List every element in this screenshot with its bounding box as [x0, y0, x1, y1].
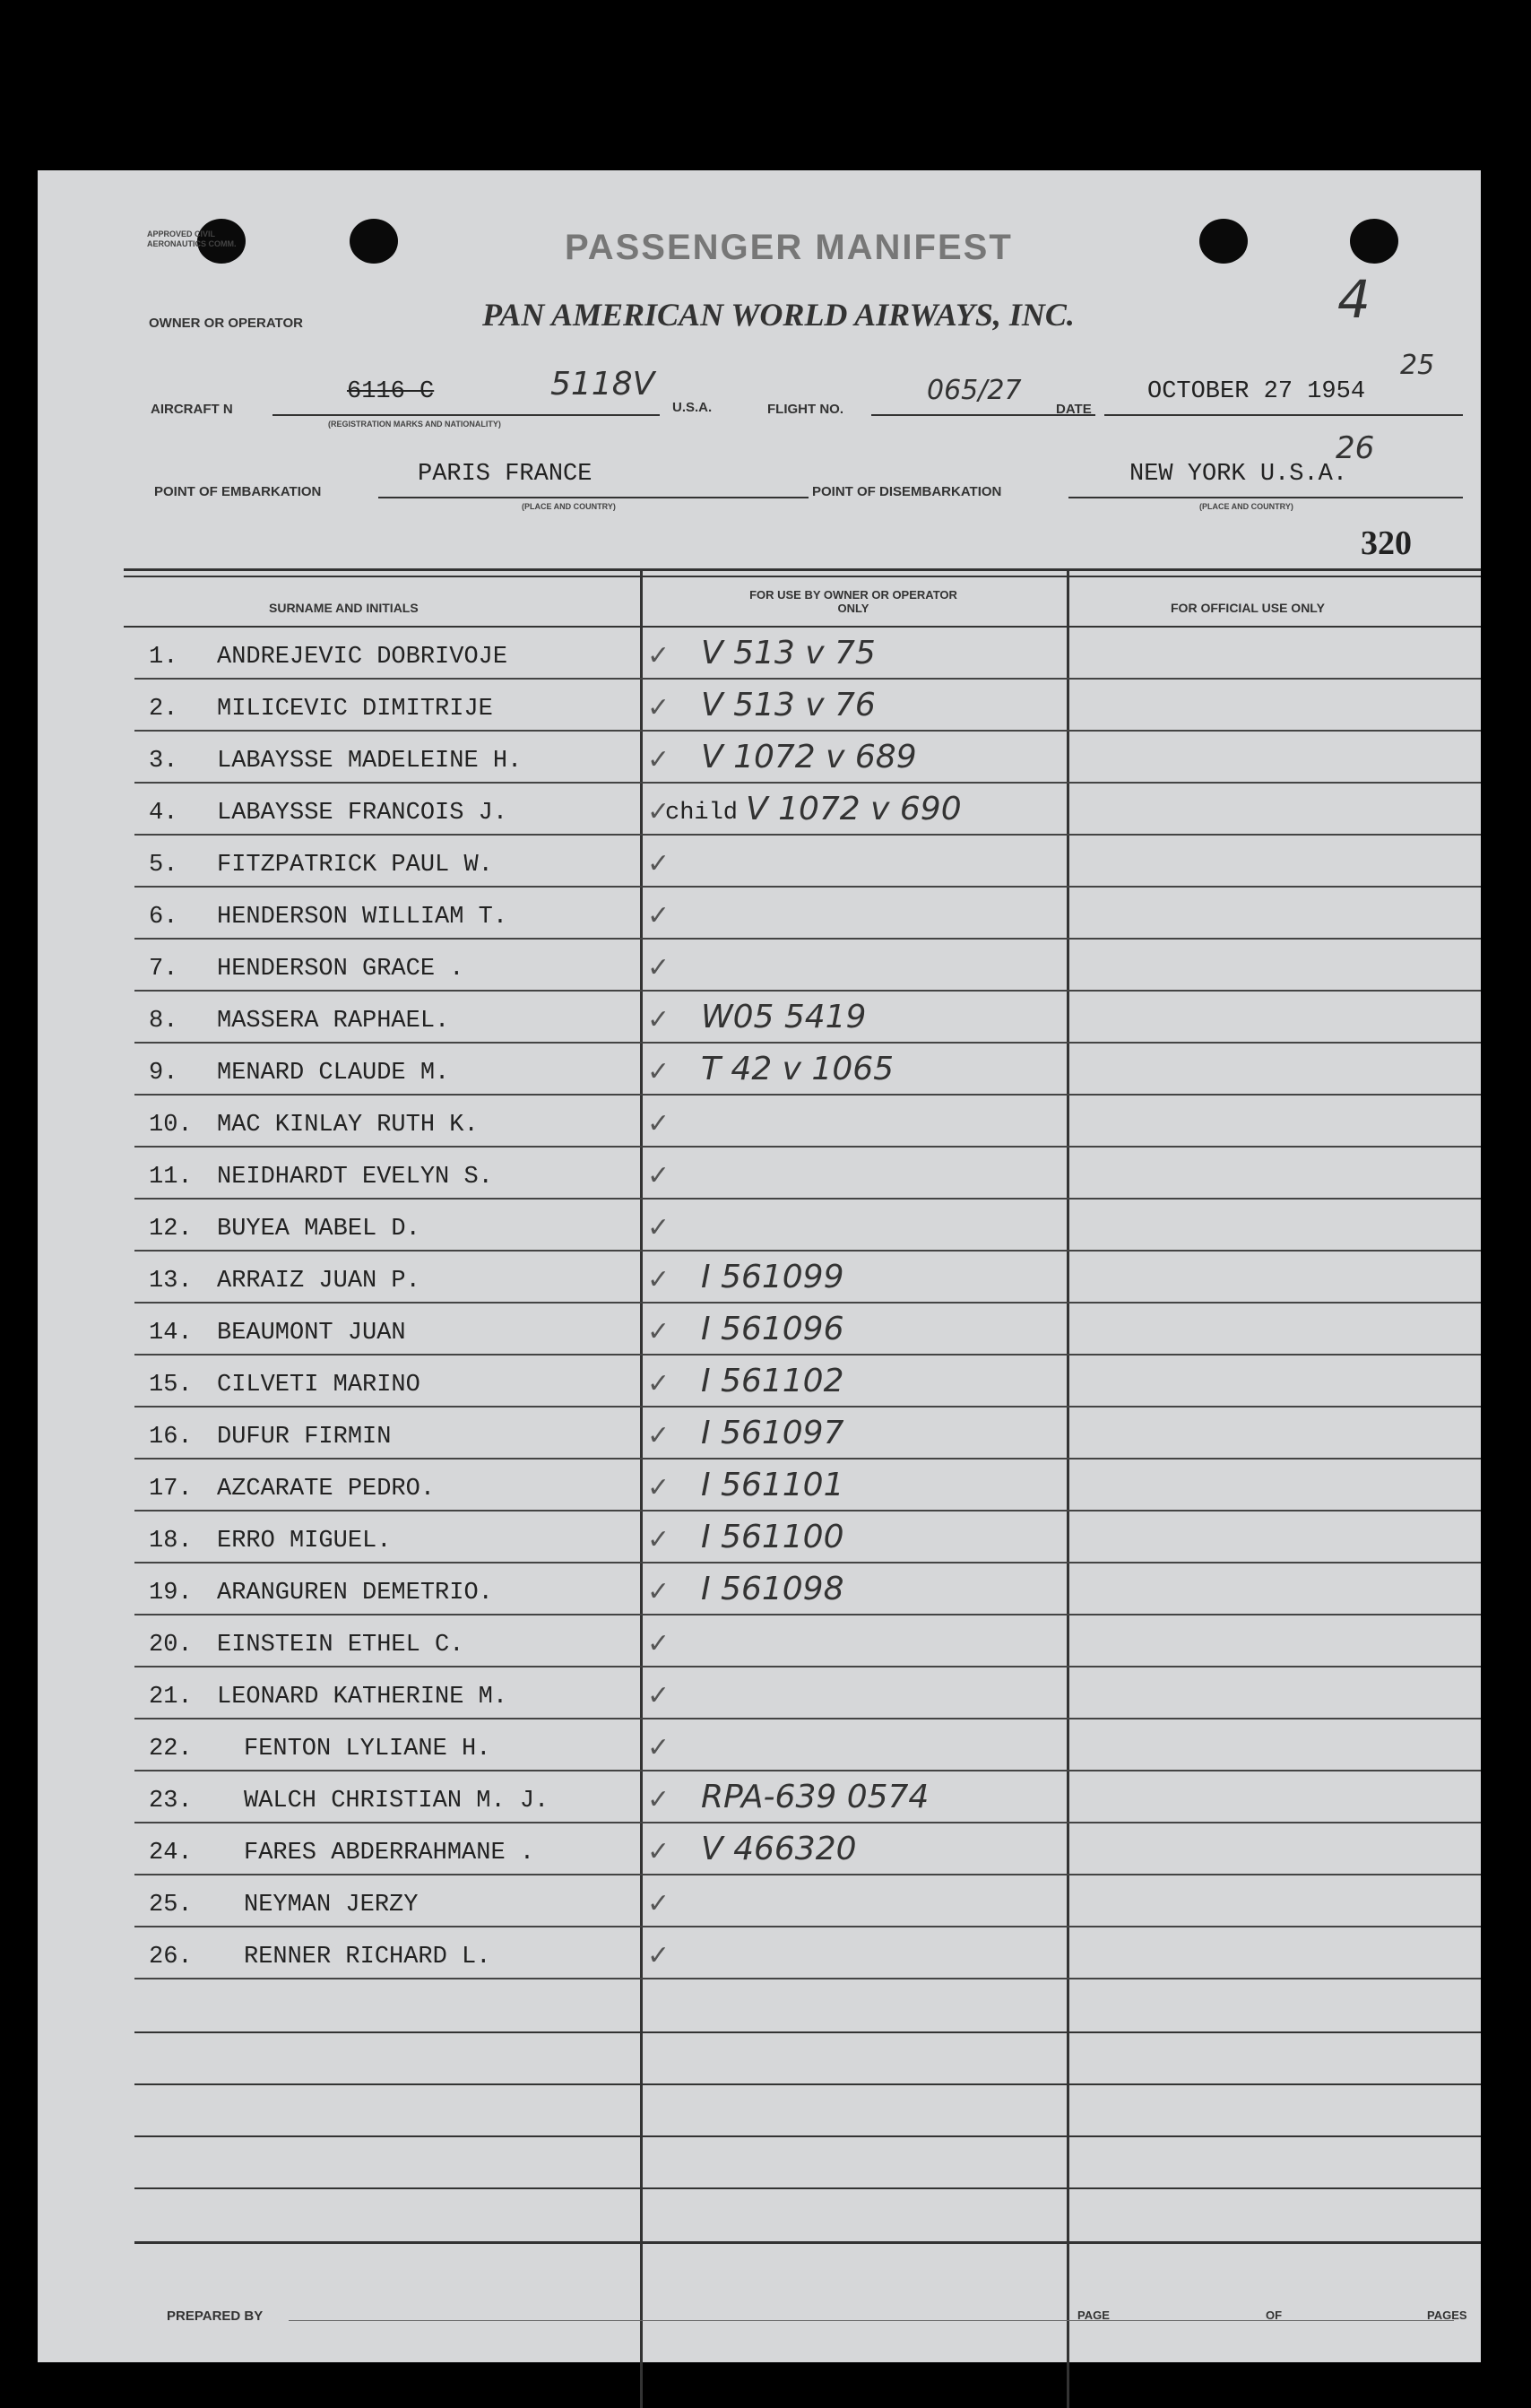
manifest-sheet [38, 170, 1481, 2362]
check-mark-icon: ✓ [647, 1264, 670, 1295]
passenger-name: LABAYSSE FRANCOIS J. [217, 800, 508, 827]
check-mark-icon: ✓ [647, 900, 670, 931]
aircraft-handwritten: 5118V [550, 366, 655, 403]
check-mark-icon: ✓ [647, 1160, 670, 1191]
flight-label: FLIGHT NO. [767, 402, 843, 417]
passenger-number: 11. [149, 1164, 193, 1191]
operator-code: V 513 v 75 [701, 635, 876, 671]
passenger-name: FARES ABDERRAHMANE . [244, 1840, 535, 1867]
passenger-number: 9. [149, 1060, 178, 1087]
check-mark-icon: ✓ [647, 1212, 670, 1243]
passenger-name: ARRAIZ JUAN P. [217, 1268, 420, 1295]
usa-label: U.S.A. [672, 400, 713, 415]
passenger-name: LABAYSSE MADELEINE H. [217, 748, 523, 775]
table-row [38, 1460, 1481, 1511]
passenger-number: 12. [149, 1216, 193, 1243]
passenger-number: 13. [149, 1268, 193, 1295]
punch-hole-icon [1199, 219, 1248, 264]
passenger-number: 10. [149, 1112, 193, 1139]
check-mark-icon: ✓ [647, 1680, 670, 1711]
owner-label: OWNER OR OPERATOR [149, 316, 303, 331]
prepared-by-label: PREPARED BY [167, 2308, 264, 2324]
table-row [38, 1823, 1481, 1875]
passenger-name: ARANGUREN DEMETRIO. [217, 1580, 493, 1607]
passenger-number: 22. [149, 1736, 193, 1763]
passenger-number: 19. [149, 1580, 193, 1607]
check-mark-icon: ✓ [647, 1576, 670, 1607]
check-mark-icon: ✓ [647, 1940, 670, 1971]
passenger-number: 15. [149, 1372, 193, 1399]
passenger-name: HENDERSON WILLIAM T. [217, 904, 508, 931]
check-mark-icon: ✓ [647, 1784, 670, 1815]
column-header-owner-use: FOR USE BY OWNER OR OPERATOR ONLY [749, 588, 957, 615]
disembarkation-caption: (PLACE AND COUNTRY) [1199, 502, 1293, 511]
table-row [38, 1771, 1481, 1823]
table-row [38, 1875, 1481, 1927]
operator-code: I 561099 [701, 1259, 844, 1295]
passenger-number: 4. [149, 800, 178, 827]
table-row [38, 784, 1481, 836]
operator-code: W05 5419 [701, 999, 867, 1035]
date-underline [1104, 414, 1463, 416]
passenger-number: 26. [149, 1944, 193, 1971]
page-title: PASSENGER MANIFEST [565, 228, 1013, 267]
passenger-name: FITZPATRICK PAUL W. [217, 852, 493, 879]
date-value: OCTOBER 27 1954 [1147, 378, 1366, 405]
table-row [38, 1563, 1481, 1615]
pages-label: PAGES [1427, 2308, 1467, 2322]
operator-code: I 561100 [701, 1519, 844, 1555]
table-bottom-rule [134, 2241, 1481, 2244]
passenger-number: 21. [149, 1684, 193, 1711]
flight-number: 065/27 [927, 375, 1022, 406]
company-name: PAN AMERICAN WORLD AIRWAYS, INC. [482, 297, 1075, 333]
table-row [38, 1096, 1481, 1148]
punch-hole-icon [350, 219, 398, 264]
blank-rule [134, 2187, 1481, 2189]
table-row [38, 836, 1481, 888]
table-row [38, 1200, 1481, 1252]
blank-rule [134, 2083, 1481, 2085]
passenger-number: 8. [149, 1008, 178, 1035]
check-mark-icon: ✓ [647, 1368, 670, 1399]
check-mark-icon: ✓ [647, 1888, 670, 1919]
passenger-number: 18. [149, 1528, 193, 1555]
check-mark-icon: ✓ [647, 1004, 670, 1035]
operator-code: I 561102 [701, 1363, 844, 1399]
table-row [38, 1252, 1481, 1304]
table-row [38, 1304, 1481, 1356]
passenger-name: NEIDHARDT EVELYN S. [217, 1164, 493, 1191]
check-mark-icon: ✓ [647, 1316, 670, 1347]
table-row [38, 1148, 1481, 1200]
passenger-number: 20. [149, 1632, 193, 1659]
check-mark-icon: ✓ [647, 640, 670, 671]
check-mark-icon: ✓ [647, 796, 670, 827]
check-mark-icon: ✓ [647, 744, 670, 775]
aircraft-underline [272, 414, 660, 416]
table-row [38, 1667, 1481, 1719]
check-mark-icon: ✓ [647, 1732, 670, 1763]
check-mark-icon: ✓ [647, 952, 670, 983]
check-mark-icon: ✓ [647, 1836, 670, 1867]
punch-hole-icon [1350, 219, 1398, 264]
table-top-rule-2 [124, 576, 1481, 577]
operator-code: V 466320 [701, 1831, 857, 1867]
table-row [38, 992, 1481, 1044]
passenger-number: 16. [149, 1424, 193, 1451]
passenger-name: AZCARATE PEDRO. [217, 1476, 436, 1503]
disembarkation-label: POINT OF DISEMBARKATION [812, 484, 1002, 499]
check-mark-icon: ✓ [647, 1472, 670, 1503]
passenger-number: 6. [149, 904, 178, 931]
table-row [38, 628, 1481, 680]
passenger-number: 2. [149, 696, 178, 723]
check-mark-icon: ✓ [647, 692, 670, 723]
passenger-name: RENNER RICHARD L. [244, 1944, 491, 1971]
passenger-name: LEONARD KATHERINE M. [217, 1684, 508, 1711]
operator-code: I 561096 [701, 1311, 844, 1347]
embarkation-value: PARIS FRANCE [418, 461, 593, 488]
passenger-name: MASSERA RAPHAEL. [217, 1008, 450, 1035]
passenger-name: ANDREJEVIC DOBRIVOJE [217, 644, 508, 671]
blank-rule [134, 2135, 1481, 2137]
of-label: OF [1266, 2308, 1283, 2322]
date-annotation: 25 [1400, 350, 1435, 381]
passenger-name: ERRO MIGUEL. [217, 1528, 392, 1555]
corner-mark: 4 [1337, 269, 1371, 330]
operator-code: V 1072 v 689 [701, 739, 917, 775]
operator-code: RPA-639 0574 [701, 1779, 930, 1815]
aircraft-label: AIRCRAFT N [151, 402, 233, 417]
passenger-name: MAC KINLAY RUTH K. [217, 1112, 479, 1139]
passenger-name: NEYMAN JERZY [244, 1892, 419, 1919]
passenger-number: 25. [149, 1892, 193, 1919]
passenger-name: BEAUMONT JUAN [217, 1320, 406, 1347]
table-row [38, 680, 1481, 732]
table-row [38, 1719, 1481, 1771]
passenger-number: 17. [149, 1476, 193, 1503]
passenger-name: BUYEA MABEL D. [217, 1216, 420, 1243]
registration-caption: (REGISTRATION MARKS AND NATIONALITY) [328, 420, 501, 429]
passenger-number: 14. [149, 1320, 193, 1347]
column-header-official-use: FOR OFFICIAL USE ONLY [1171, 601, 1325, 615]
passenger-number: 3. [149, 748, 178, 775]
page-label: PAGE [1077, 2308, 1110, 2322]
date-label: DATE [1056, 402, 1092, 417]
approval-stamp: APPROVED CIVIL AERONAUTICS COMM. [147, 230, 237, 248]
passenger-number: 23. [149, 1788, 193, 1815]
table-row [38, 1927, 1481, 1979]
passenger-name: CILVETI MARINO [217, 1372, 420, 1399]
passenger-name: DUFUR FIRMIN [217, 1424, 392, 1451]
passenger-number: 7. [149, 956, 178, 983]
passenger-number: 24. [149, 1840, 193, 1867]
embarkation-caption: (PLACE AND COUNTRY) [522, 502, 616, 511]
embarkation-underline [378, 497, 809, 498]
passenger-name: MENARD CLAUDE M. [217, 1060, 450, 1087]
passenger-number: 5. [149, 852, 178, 879]
row-rule [134, 1978, 1481, 1979]
operator-code: I 561097 [701, 1415, 844, 1451]
operator-code: T 42 v 1065 [701, 1051, 895, 1087]
disembarkation-annotation: 26 [1336, 430, 1375, 466]
passenger-name: FENTON LYLIANE H. [244, 1736, 491, 1763]
table-row [38, 1044, 1481, 1096]
check-mark-icon: ✓ [647, 1108, 670, 1139]
table-row [38, 1615, 1481, 1667]
passenger-number: 1. [149, 644, 178, 671]
table-row [38, 1356, 1481, 1408]
operator-code: I 561098 [701, 1571, 844, 1607]
table-row [38, 1511, 1481, 1563]
table-row [38, 732, 1481, 784]
column-header-surname: SURNAME AND INITIALS [269, 601, 419, 615]
table-top-rule [124, 568, 1481, 571]
disembarkation-value: NEW YORK U.S.A. [1129, 461, 1348, 488]
passenger-name: WALCH CHRISTIAN M. J. [244, 1788, 549, 1815]
passenger-name: HENDERSON GRACE . [217, 956, 464, 983]
table-row [38, 888, 1481, 940]
check-mark-icon: ✓ [647, 1524, 670, 1555]
table-row [38, 1408, 1481, 1460]
manifest-number: 320 [1361, 524, 1412, 562]
check-mark-icon: ✓ [647, 848, 670, 879]
check-mark-icon: ✓ [647, 1056, 670, 1087]
disembarkation-underline [1068, 497, 1463, 498]
operator-code: V 513 v 76 [701, 687, 876, 723]
operator-code: V 1072 v 690 [746, 791, 962, 827]
aircraft-typed: 6116 C [347, 378, 435, 405]
passenger-name: EINSTEIN ETHEL C. [217, 1632, 464, 1659]
embarkation-label: POINT OF EMBARKATION [154, 484, 322, 499]
operator-code: I 561101 [701, 1467, 844, 1503]
check-mark-icon: ✓ [647, 1420, 670, 1451]
passenger-note: child [665, 800, 739, 827]
check-mark-icon: ✓ [647, 1628, 670, 1659]
passenger-name: MILICEVIC DIMITRIJE [217, 696, 493, 723]
table-row [38, 940, 1481, 992]
blank-rule [134, 2031, 1481, 2033]
